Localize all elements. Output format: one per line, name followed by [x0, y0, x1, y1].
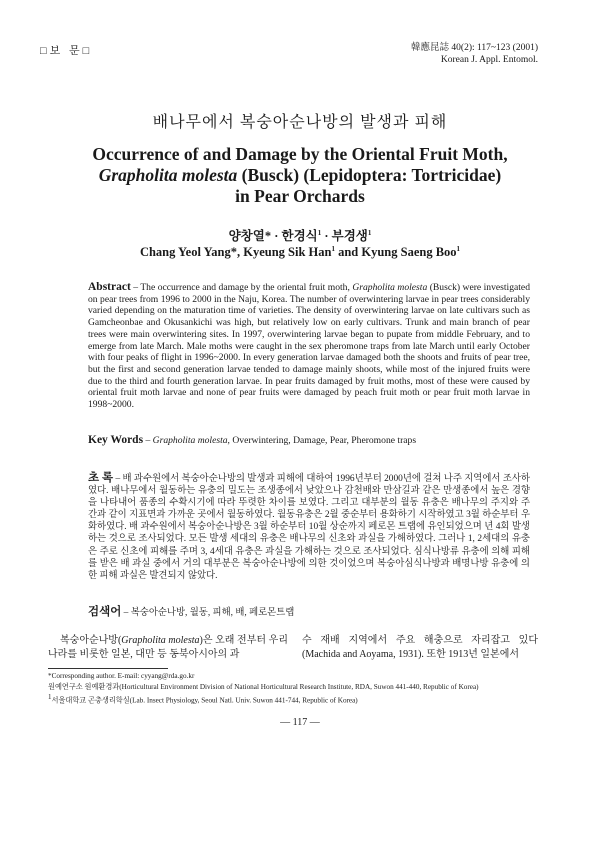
body-left-post: )은 오래 전부터 우리 나라를 비롯한 일본, 대만 등 동북아시아의 과: [48, 635, 288, 660]
body-column-left: [48, 634, 288, 662]
author-separator: ·: [271, 229, 282, 243]
abstract-text-post: (Busck) were investigated on pear trees from 1996 to 2000 in the Naju, Korea. The number of overwintering larvae in pear trees considerably varied depending on the maturation time of varieties. The density of overwintering larvae on late cultivars such as Gamcheonbae and Okusankichi was high, but relatively low on early cultivars. Trunk and main branch of pear trees were main overwintering sites. In 1997, overwintering larvae began to pupate from middle February, and to emerge from late March. Male moths were caught in the sex pheromone traps from late March until early October with four peaks of flight in 1996~2000. In every generation larvae damaged both the shoots and fruits of pear tree, but the first and second generation larvae tended to damage mainly shoots, while most of the injured fruits were due to the third and fourth generation larvae. In pear fruits damaged by fruit moths, most of these were caused by oriental fruit moth larvae and none of pear fruits were damaged by peach fruit moth or pear fruit moth larvae in 1998~2000.: [88, 282, 530, 411]
title-english-line1: Occurrence of and Damage by the Oriental Fruit Moth,: [92, 144, 508, 164]
keywords-korean: [88, 603, 530, 619]
journal-citation: [411, 42, 538, 66]
footnote-affiliation-2-text: 서울대학교 곤충생리학실(Lab. Insect Physiology, Seoul Natl. Univ. Suwon 441-744, Republic of Korea): [51, 696, 358, 705]
authors-english: [0, 245, 600, 260]
affiliation-mark: 1: [331, 245, 335, 253]
author-2-english: Kyeung Sik Han: [243, 245, 332, 260]
title-english: [60, 144, 540, 207]
title-species: Grapholita molesta: [98, 165, 238, 185]
keywords-species: Grapholita molesta: [152, 435, 228, 446]
affiliation-mark: 1: [456, 245, 461, 253]
footnote-divider: [48, 668, 168, 669]
author-1-korean: 양창열*: [228, 229, 272, 243]
footnote-affiliation-2: [48, 692, 548, 706]
authors-korean: [0, 226, 600, 244]
keywords-english: [88, 434, 548, 446]
author-separator: ·: [321, 229, 332, 243]
body-species: Grapholita molesta: [121, 635, 200, 646]
abstract-label: Abstract: [88, 281, 131, 293]
title-english-line3: in Pear Orchards: [235, 186, 365, 206]
abstract-text-pre: – The occurrence and damage by the oriental fruit moth,: [130, 282, 353, 293]
keywords-korean-text: – 복숭아순나방, 월동, 피해, 배, 페로몬트랩: [121, 608, 295, 618]
author-1-english: Chang Yeol Yang*: [139, 245, 237, 260]
abstract-korean-text: – 배 과수원에서 복숭아순나방의 발생과 피해에 대하여 1996년부터 2000년에 걸쳐 나주 지역에서 조사하였다. 배나무에서 월동하는 유충의 밀도는 조생종에서 낮았으나 감천배와 만삼길과 같은 만생종에서 높은 경향을 나타내어 품종의 수확시기에 따라 뚜렷한 차이를 보였다. 그리고 대부분의 월동 유충은 배나무의 주지와 주간과 같이 지표면과 가까운 곳에서 월동하였다. 월동유충은 2월 중순부터 용화하기 시작하였고 3월 하순부터 우화하였다. 배 과수원에서 복숭아순나방은 3월 하순부터 10월 상순까지 페로몬 트랩에 유인되었으며 년 4회 발생하는 것으로 조사되었다. 모든 발생 세대의 유충은 배나무의 신초와 과실을 가해하였다. 그러나 1, 2세대의 유충은 주로 신초에 피해를 주며 3, 4세대 유충은 과실을 가해하는 것으로 조사되었다. 심식나방류 유충에 의해 피해를 받은 배 과실 중에서 거의 대부분은 복숭아순나방에 의한 것이었으며 복숭아심식나방과 배명나방 유충에 의한 피해 과실은 발견되지 않았다.: [88, 474, 530, 581]
footnote-corresponding-author: *Corresponding author. E-mail: cyyang@rda.go.kr: [48, 672, 195, 680]
title-english-line2: [60, 165, 540, 186]
keywords-korean-label: 검색어: [88, 606, 122, 618]
keywords-label: Key Words: [88, 434, 144, 446]
title-english-line2-rest: (Busck) (Lepidoptera: Tortricidae): [237, 165, 502, 185]
journal-citation-korean: 韓應昆誌 40(2): 117~123 (2001): [411, 43, 538, 53]
footnote-affiliation-1: 원예연구소 원예환경과(Horticultural Environment Division of National Horticultural Research Institute, RDA, Suwon 441-440, Republic of Korea): [48, 682, 479, 691]
abstract-species: Grapholita molesta: [352, 282, 428, 293]
journal-citation-english: Korean J. Appl. Entomol.: [440, 55, 538, 65]
affiliation-mark: 1: [367, 228, 372, 237]
footnotes: [48, 671, 548, 706]
body-left-pre: 복숭아순나방(: [60, 635, 122, 646]
keywords-rest: , Overwintering, Damage, Pear, Pheromone traps: [227, 435, 417, 446]
author-separator: ,: [236, 245, 244, 260]
affiliation-mark: 1: [317, 228, 322, 237]
author-3-english: Kyung Saeng Boo: [361, 245, 457, 260]
author-3-korean: 부경생: [331, 229, 368, 243]
abstract-korean: [88, 472, 530, 582]
title-korean: 배나무에서 복숭아순나방의 발생과 피해: [152, 114, 448, 131]
author-2-korean: 한경식: [281, 229, 318, 243]
document-type-label: □보 문□: [40, 45, 93, 57]
keywords-dash: –: [143, 435, 153, 446]
abstract-korean-label: 초 록: [88, 472, 114, 484]
affiliation-mark: 1: [48, 693, 52, 701]
page-number: — 117 —: [280, 717, 320, 728]
abstract-english: [88, 282, 530, 411]
body-column-right: 수 재배 지역에서 주요 해충으로 자리잡고 있다 (Machida and Aoyama, 1931). 또한 1913년 일본에서: [302, 635, 538, 660]
author-separator: and: [334, 245, 362, 260]
